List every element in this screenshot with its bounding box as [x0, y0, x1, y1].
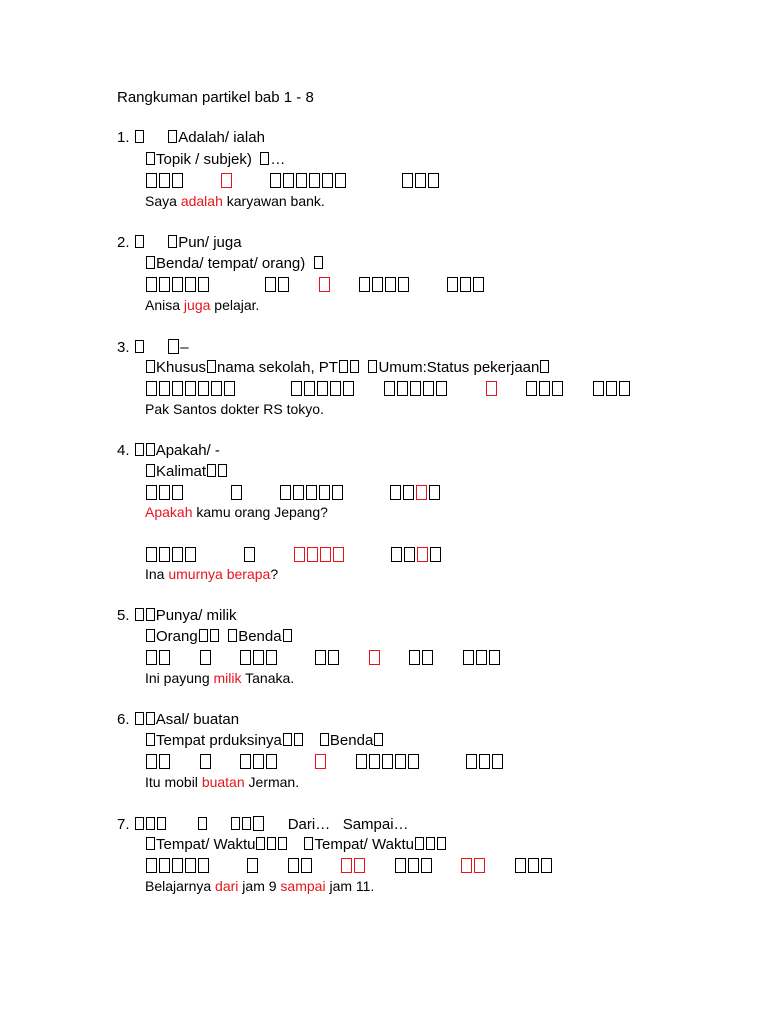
section-2-heading: 2. Pun/ juga	[117, 234, 242, 251]
section-1-japanese	[145, 172, 440, 189]
section-3-heading: 3. –	[117, 339, 189, 356]
section-6-example: Itu mobil buatan Jerman.	[145, 774, 300, 790]
section-5-example: Ini payung milik Tanaka.	[145, 670, 295, 686]
section-4-japanese-2	[145, 546, 442, 563]
section-6-heading: 6. Asal/ buatan	[117, 711, 240, 728]
section-2-japanese	[145, 276, 485, 293]
section-4-example-1: Apakah kamu orang Jepang?	[145, 504, 328, 520]
section-4-heading: 4. Apakah/ -	[117, 442, 220, 459]
section-1-pattern: Topik / subjek) …	[145, 152, 285, 167]
section-4-pattern: Kalimat	[145, 464, 228, 479]
section-3-example: Pak Santos dokter RS tokyo.	[145, 401, 324, 417]
section-2-example: Anisa juga pelajar.	[145, 297, 260, 313]
section-6-pattern: Tempat prduksinya Benda	[145, 733, 384, 748]
section-3-pattern: Khusus nama sekolah, PT Umum:Status pekerjaan	[145, 360, 550, 375]
section-6-japanese	[145, 753, 504, 770]
section-5-pattern: Orang Benda	[145, 629, 293, 644]
page-title: Rangkuman partikel bab 1 - 8	[117, 89, 314, 106]
section-5-japanese	[145, 649, 501, 666]
section-7-japanese	[145, 857, 553, 874]
section-3-japanese	[145, 380, 631, 397]
section-2-pattern: Benda/ tempat/ orang)	[145, 256, 324, 271]
section-7-pattern: Tempat/ Waktu Tempat/ Waktu	[145, 837, 447, 852]
section-7-heading: 7. Dari… Sampai…	[117, 816, 409, 833]
section-4-example-2: Ina umurnya berapa?	[145, 566, 279, 582]
section-4-japanese-1	[145, 484, 441, 501]
section-1-example: Saya adalah karyawan bank.	[145, 193, 325, 209]
section-7-example: Belajarnya dari jam 9 sampai jam 11.	[145, 878, 375, 894]
section-1-heading: 1. Adalah/ ialah	[117, 129, 265, 146]
glyph-box	[135, 130, 144, 143]
section-5-heading: 5. Punya/ milik	[117, 607, 237, 624]
